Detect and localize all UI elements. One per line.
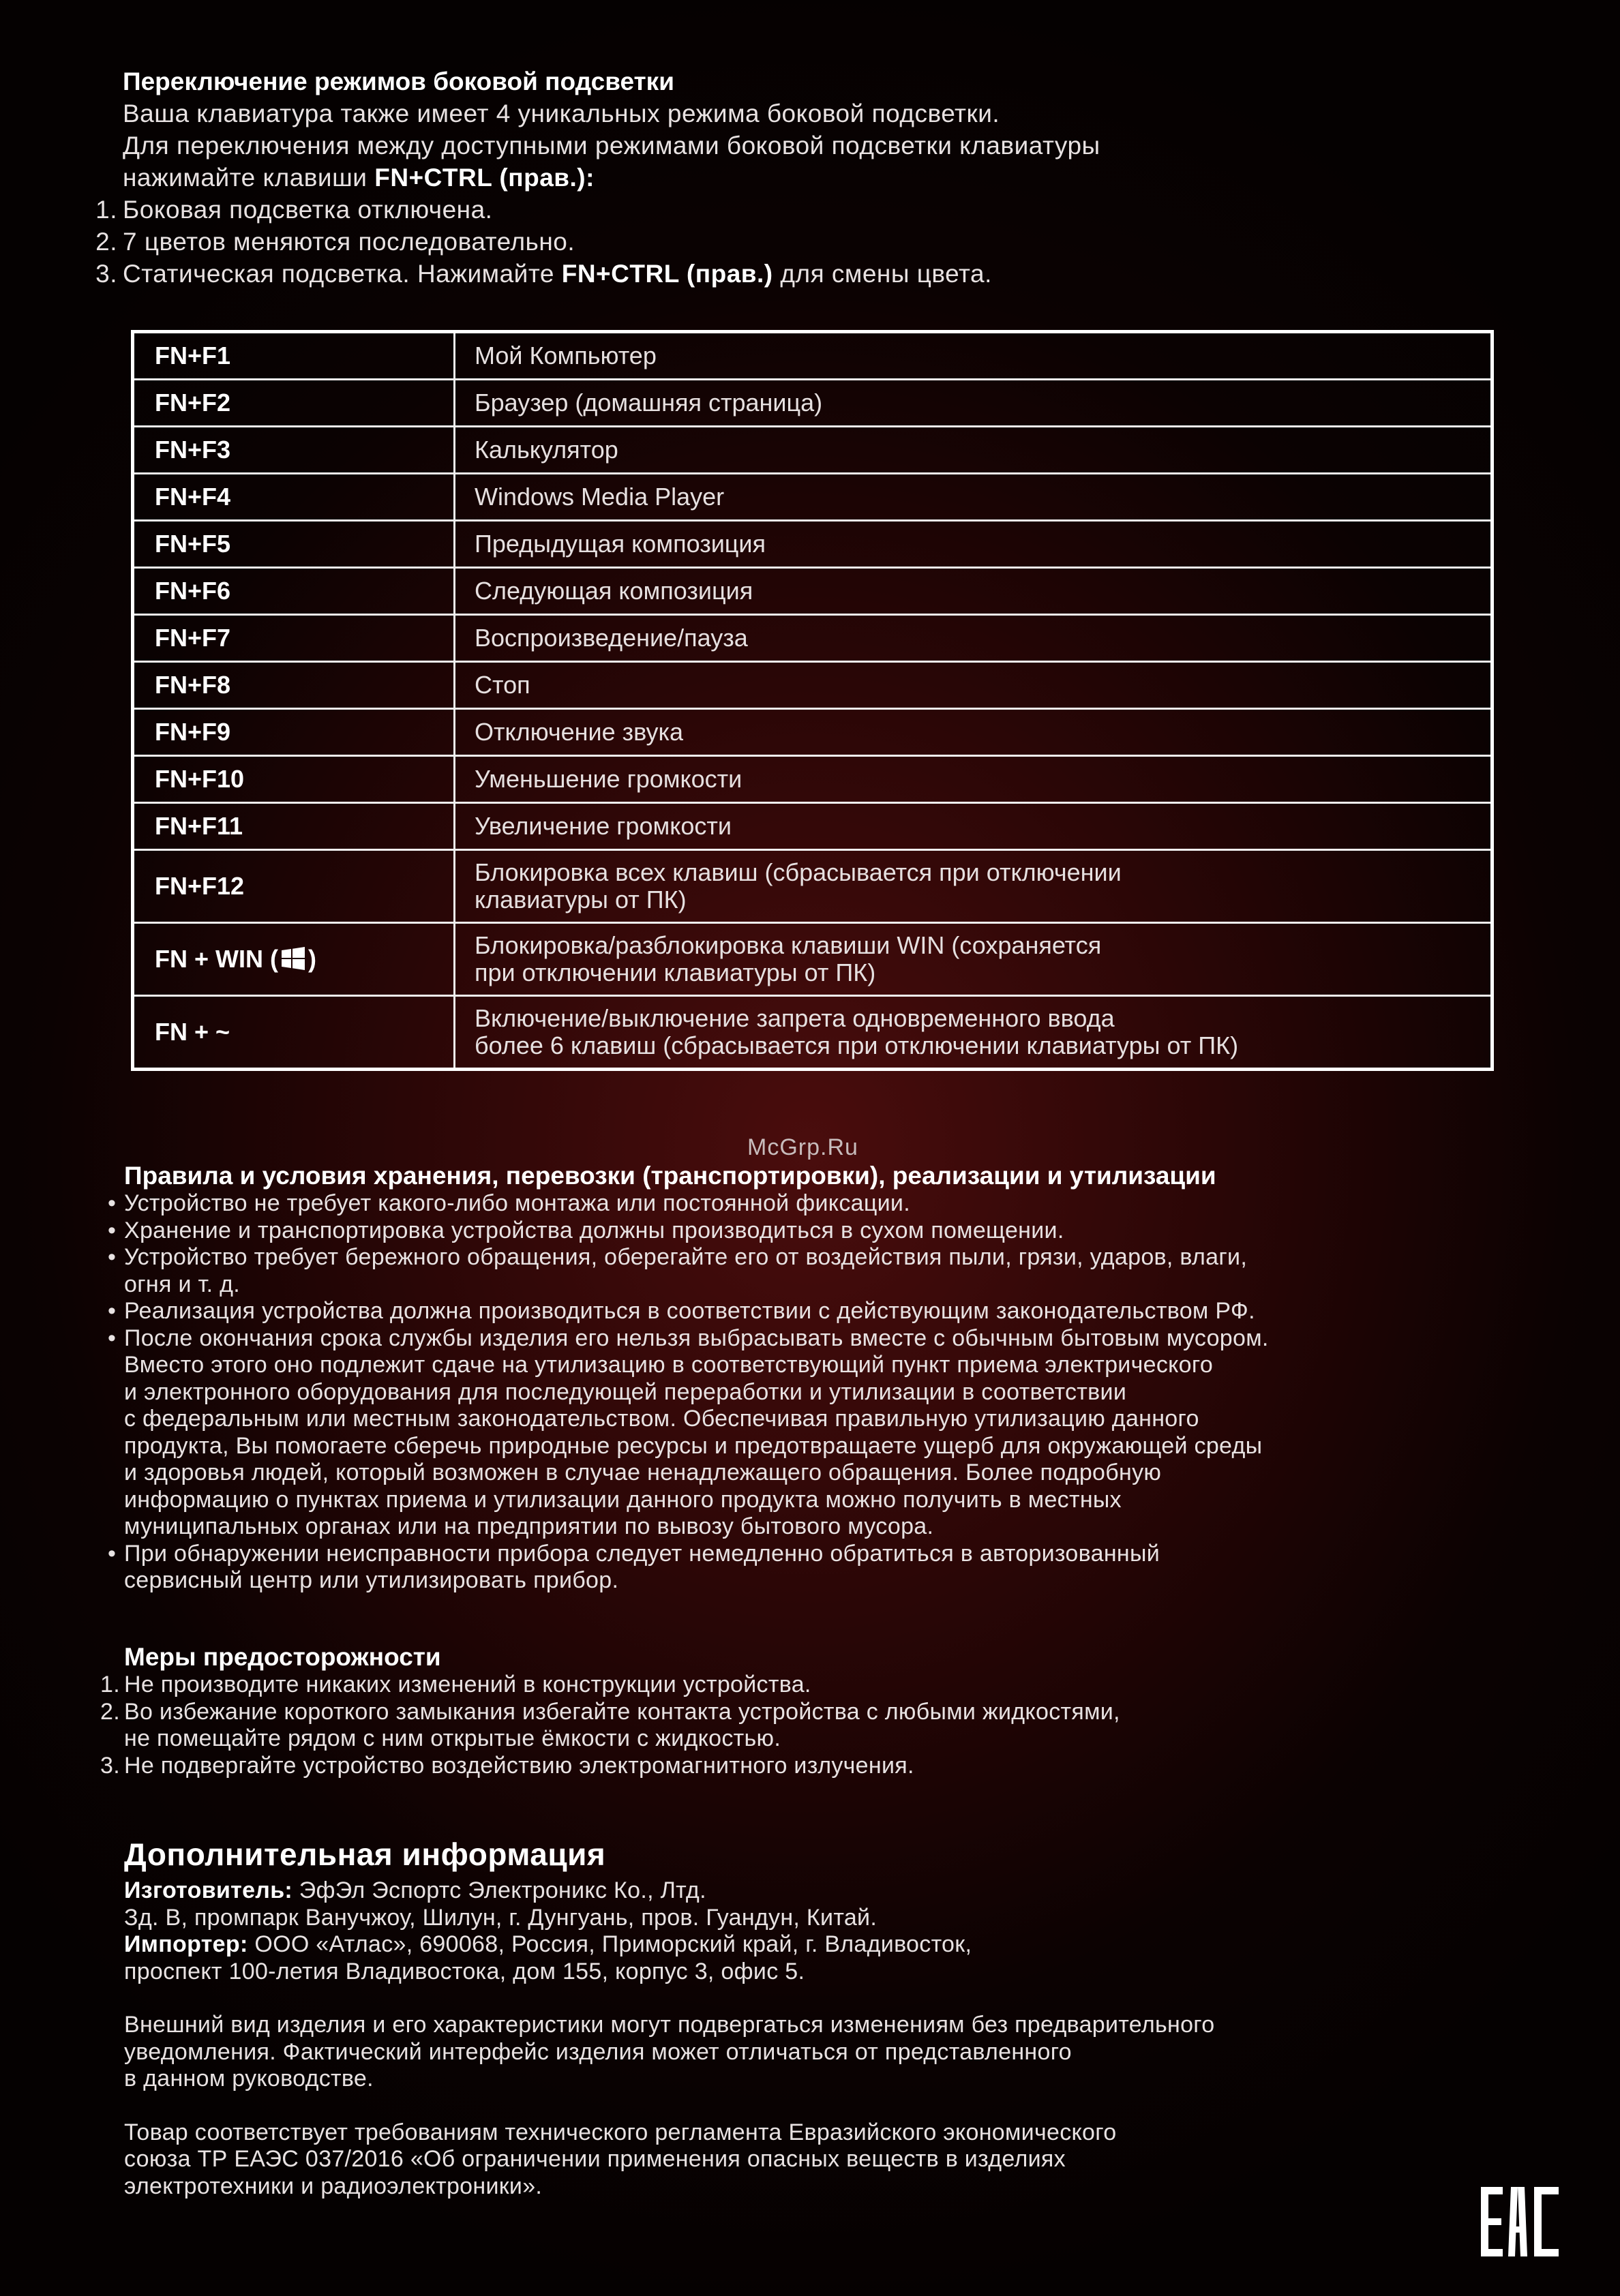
table-row (133, 427, 1492, 474)
desc-line-1: Включение/выключение запрета одновременного ввода (475, 1004, 1115, 1032)
importer-value: ООО «Атлас», 690068, Россия, Приморский край, г. Владивосток, (247, 1931, 972, 1957)
list-item (108, 1244, 1549, 1298)
key-cell: FN+F6 (133, 568, 455, 615)
item-line: Не производите никаких изменений в конструкции устройства. (124, 1672, 811, 1697)
key-cell (133, 923, 455, 996)
desc-cell (455, 850, 1492, 923)
item-text: Статическая подсветка. Нажимайте (123, 260, 562, 288)
backlight-line-1: Ваша клавиатура также имеет 4 уникальных режима боковой подсветки. (123, 100, 1000, 127)
manufacturer-line (124, 1877, 1549, 1905)
item-line: Хранение и транспортировка устройства должны производиться в сухом помещении. (124, 1217, 1064, 1243)
importer-address: проспект 100-летия Владивостока, дом 155, корпус 3, офис 5. (124, 1958, 805, 1984)
key-cell: FN+F11 (133, 803, 455, 850)
desc-cell (455, 996, 1492, 1070)
bullet-mark: • (108, 1325, 117, 1351)
item-key-combo: FN+CTRL (прав.) (561, 260, 773, 288)
table-row (133, 521, 1492, 568)
notice-line: Внешний вид изделия и его характеристики могут подвергаться изменениям без предварительного (124, 2012, 1215, 2038)
desc-line-2: более 6 клавиш (сбрасывается при отключении клавиатуры от ПК) (475, 1031, 1239, 1059)
desc-cell: Отключение звука (455, 709, 1492, 756)
item-line: огня и т. д. (124, 1271, 240, 1297)
key-cell: FN+F12 (133, 850, 455, 923)
key-prefix: FN + WIN ( (155, 945, 278, 973)
item-number: 3. (100, 1752, 120, 1779)
desc-line-2: при отключении клавиатуры от ПК) (475, 958, 876, 986)
item-line: Вместо этого оно подлежит сдаче на утилизацию в соответствующий пункт приема электрического (124, 1352, 1214, 1378)
key-cell: FN+F2 (133, 380, 455, 427)
key-cell: FN+F7 (133, 615, 455, 662)
table-row (133, 756, 1492, 803)
table-row (133, 923, 1492, 996)
bullet-mark: • (108, 1298, 117, 1324)
bullet-mark: • (108, 1190, 117, 1216)
compliance-line: электротехники и радиоэлектроники». (124, 2173, 543, 2199)
backlight-mode-item (95, 226, 1555, 258)
desc-line-1: Блокировка всех клавиш (сбрасывается при отключении (475, 858, 1122, 886)
table-row (133, 662, 1492, 709)
list-item (108, 1298, 1549, 1325)
rules-section (108, 1162, 1549, 1595)
eac-certification-mark (1480, 2184, 1561, 2259)
backlight-title: Переключение режимов боковой подсветки (123, 67, 674, 95)
fn-key-table (131, 330, 1494, 1071)
key-cell: FN+F5 (133, 521, 455, 568)
importer-label: Импортер: (124, 1931, 248, 1957)
item-text: 7 цветов меняются последовательно. (123, 228, 575, 256)
additional-info-section (124, 1835, 1549, 2200)
importer-line (124, 1931, 1549, 1959)
backlight-line-2: Для переключения между доступными режимами боковой подсветки клавиатуры (123, 132, 1100, 160)
table-row (133, 850, 1492, 923)
desc-line-2: клавиатуры от ПК) (475, 886, 687, 913)
backlight-mode-item (95, 258, 1555, 290)
list-item (108, 1190, 1549, 1218)
item-line: информацию о пунктах приема и утилизации данного продукта можно получить в местных (124, 1486, 1122, 1513)
precautions-title: Меры предосторожности (124, 1643, 441, 1671)
table-row (133, 568, 1492, 615)
key-cell: FN+F1 (133, 332, 455, 380)
table-row (133, 996, 1492, 1070)
desc-line-1: Блокировка/разблокировка клавиши WIN (сохраняется (475, 931, 1102, 959)
notice-line: в данном руководстве. (124, 2066, 374, 2091)
backlight-line-3-text: нажимайте клавиши (123, 164, 375, 192)
desc-cell: Стоп (455, 662, 1492, 709)
list-item (108, 1217, 1549, 1245)
item-line: муниципальных органах или на предприятии по вывозу бытового мусора. (124, 1513, 934, 1539)
rules-title: Правила и условия хранения, перевозки (транспортировки), реализации и утилизации (124, 1162, 1216, 1190)
item-line: не помещайте рядом с ним открытые ёмкости с жидкостью. (124, 1725, 781, 1751)
item-line: Устройство не требует какого-либо монтажа или постоянной фиксации. (124, 1190, 910, 1216)
list-item (108, 1540, 1549, 1595)
table-row (133, 803, 1492, 850)
bullet-mark: • (108, 1244, 117, 1270)
item-line: После окончания срока службы изделия его нельзя выбрасывать вместе с обычным бытовым мусором. (124, 1325, 1269, 1351)
key-cell: FN+F10 (133, 756, 455, 803)
watermark: McGrp.Ru (747, 1134, 858, 1160)
desc-cell: Увеличение громкости (455, 803, 1492, 850)
list-item (100, 1752, 1549, 1780)
bullet-mark: • (108, 1540, 117, 1567)
precautions-section (100, 1643, 1549, 1779)
backlight-section (95, 65, 1555, 290)
item-line: Реализация устройства должна производиться в соответствии с действующим законодательством РФ. (124, 1298, 1255, 1324)
item-number: 3. (95, 260, 117, 288)
rules-list (108, 1190, 1549, 1595)
item-line: сервисный центр или утилизировать прибор. (124, 1567, 619, 1593)
item-number: 1. (100, 1672, 120, 1697)
desc-cell: Windows Media Player (455, 474, 1492, 521)
key-cell: FN+F4 (133, 474, 455, 521)
item-line: и электронного оборудования для последующей переработки и утилизации в соответствии (124, 1378, 1127, 1405)
item-line: Устройство требует бережного обращения, оберегайте его от воздействия пыли, грязи, ударов, влаги, (124, 1244, 1248, 1270)
additional-info-title: Дополнительная информация (124, 1837, 606, 1872)
list-item (108, 1325, 1549, 1541)
compliance-line: союза ТР ЕАЭС 037/2016 «Об ограничении применения опасных веществ в изделиях (124, 2146, 1066, 2172)
desc-cell: Браузер (домашняя страница) (455, 380, 1492, 427)
table-row (133, 474, 1492, 521)
spacer (124, 2093, 1549, 2119)
desc-cell: Воспроизведение/пауза (455, 615, 1492, 662)
windows-logo-icon (281, 946, 305, 971)
spacer (124, 1985, 1549, 2012)
item-number: 2. (95, 228, 117, 256)
table-row (133, 380, 1492, 427)
item-number: 2. (100, 1698, 120, 1725)
key-cell: FN+F8 (133, 662, 455, 709)
table-row (133, 615, 1492, 662)
desc-cell: Предыдущая композиция (455, 521, 1492, 568)
backlight-key-combo: FN+CTRL (прав.): (374, 164, 595, 192)
table-row (133, 332, 1492, 380)
backlight-line-3 (123, 162, 1555, 194)
key-cell: FN + ~ (133, 996, 455, 1070)
manufacturer-address: Зд. В, промпарк Ванучжоу, Шилун, г. Дунгуань, пров. Гуандун, Китай. (124, 1904, 877, 1931)
list-item (100, 1672, 1549, 1699)
compliance-line: Товар соответствует требованиям технического регламента Евразийского экономического (124, 2119, 1117, 2145)
item-line: Не подвергайте устройство воздействию электромагнитного излучения. (124, 1752, 914, 1779)
bullet-mark: • (108, 1217, 117, 1243)
desc-cell: Уменьшение громкости (455, 756, 1492, 803)
desc-cell (455, 923, 1492, 996)
desc-cell: Следующая композиция (455, 568, 1492, 615)
list-item (100, 1698, 1549, 1753)
manufacturer-value: ЭфЭл Эспортс Электроникс Ко., Лтд. (292, 1877, 706, 1903)
backlight-mode-item (95, 194, 1555, 226)
precautions-list (100, 1672, 1549, 1779)
item-line: При обнаружении неисправности прибора следует немедленно обратиться в авторизованный (124, 1540, 1160, 1567)
item-number: 1. (95, 196, 117, 224)
item-line: продукта, Вы помогаете сберечь природные ресурсы и предотвращаете ущерб для окружающей среды (124, 1432, 1263, 1459)
item-line: Во избежание короткого замыкания избегайте контакта устройства с любыми жидкостями, (124, 1698, 1120, 1725)
manufacturer-label: Изготовитель: (124, 1877, 293, 1903)
backlight-mode-list (95, 194, 1555, 290)
notice-line: уведомления. Фактический интерфейс изделия может отличаться от представленного (124, 2038, 1072, 2065)
item-line: и здоровья людей, который возможен в случае ненадлежащего обращения. Более подробную (124, 1460, 1162, 1485)
item-line: с федеральным или местным законодательством. Обеспечивая правильную утилизацию данного (124, 1406, 1199, 1432)
desc-cell: Калькулятор (455, 427, 1492, 474)
key-cell: FN+F9 (133, 709, 455, 756)
desc-cell: Мой Компьютер (455, 332, 1492, 380)
key-cell: FN+F3 (133, 427, 455, 474)
key-suffix: ) (308, 945, 316, 973)
table-row (133, 709, 1492, 756)
item-text-suffix: для смены цвета. (772, 260, 992, 288)
item-text: Боковая подсветка отключена. (123, 196, 493, 224)
